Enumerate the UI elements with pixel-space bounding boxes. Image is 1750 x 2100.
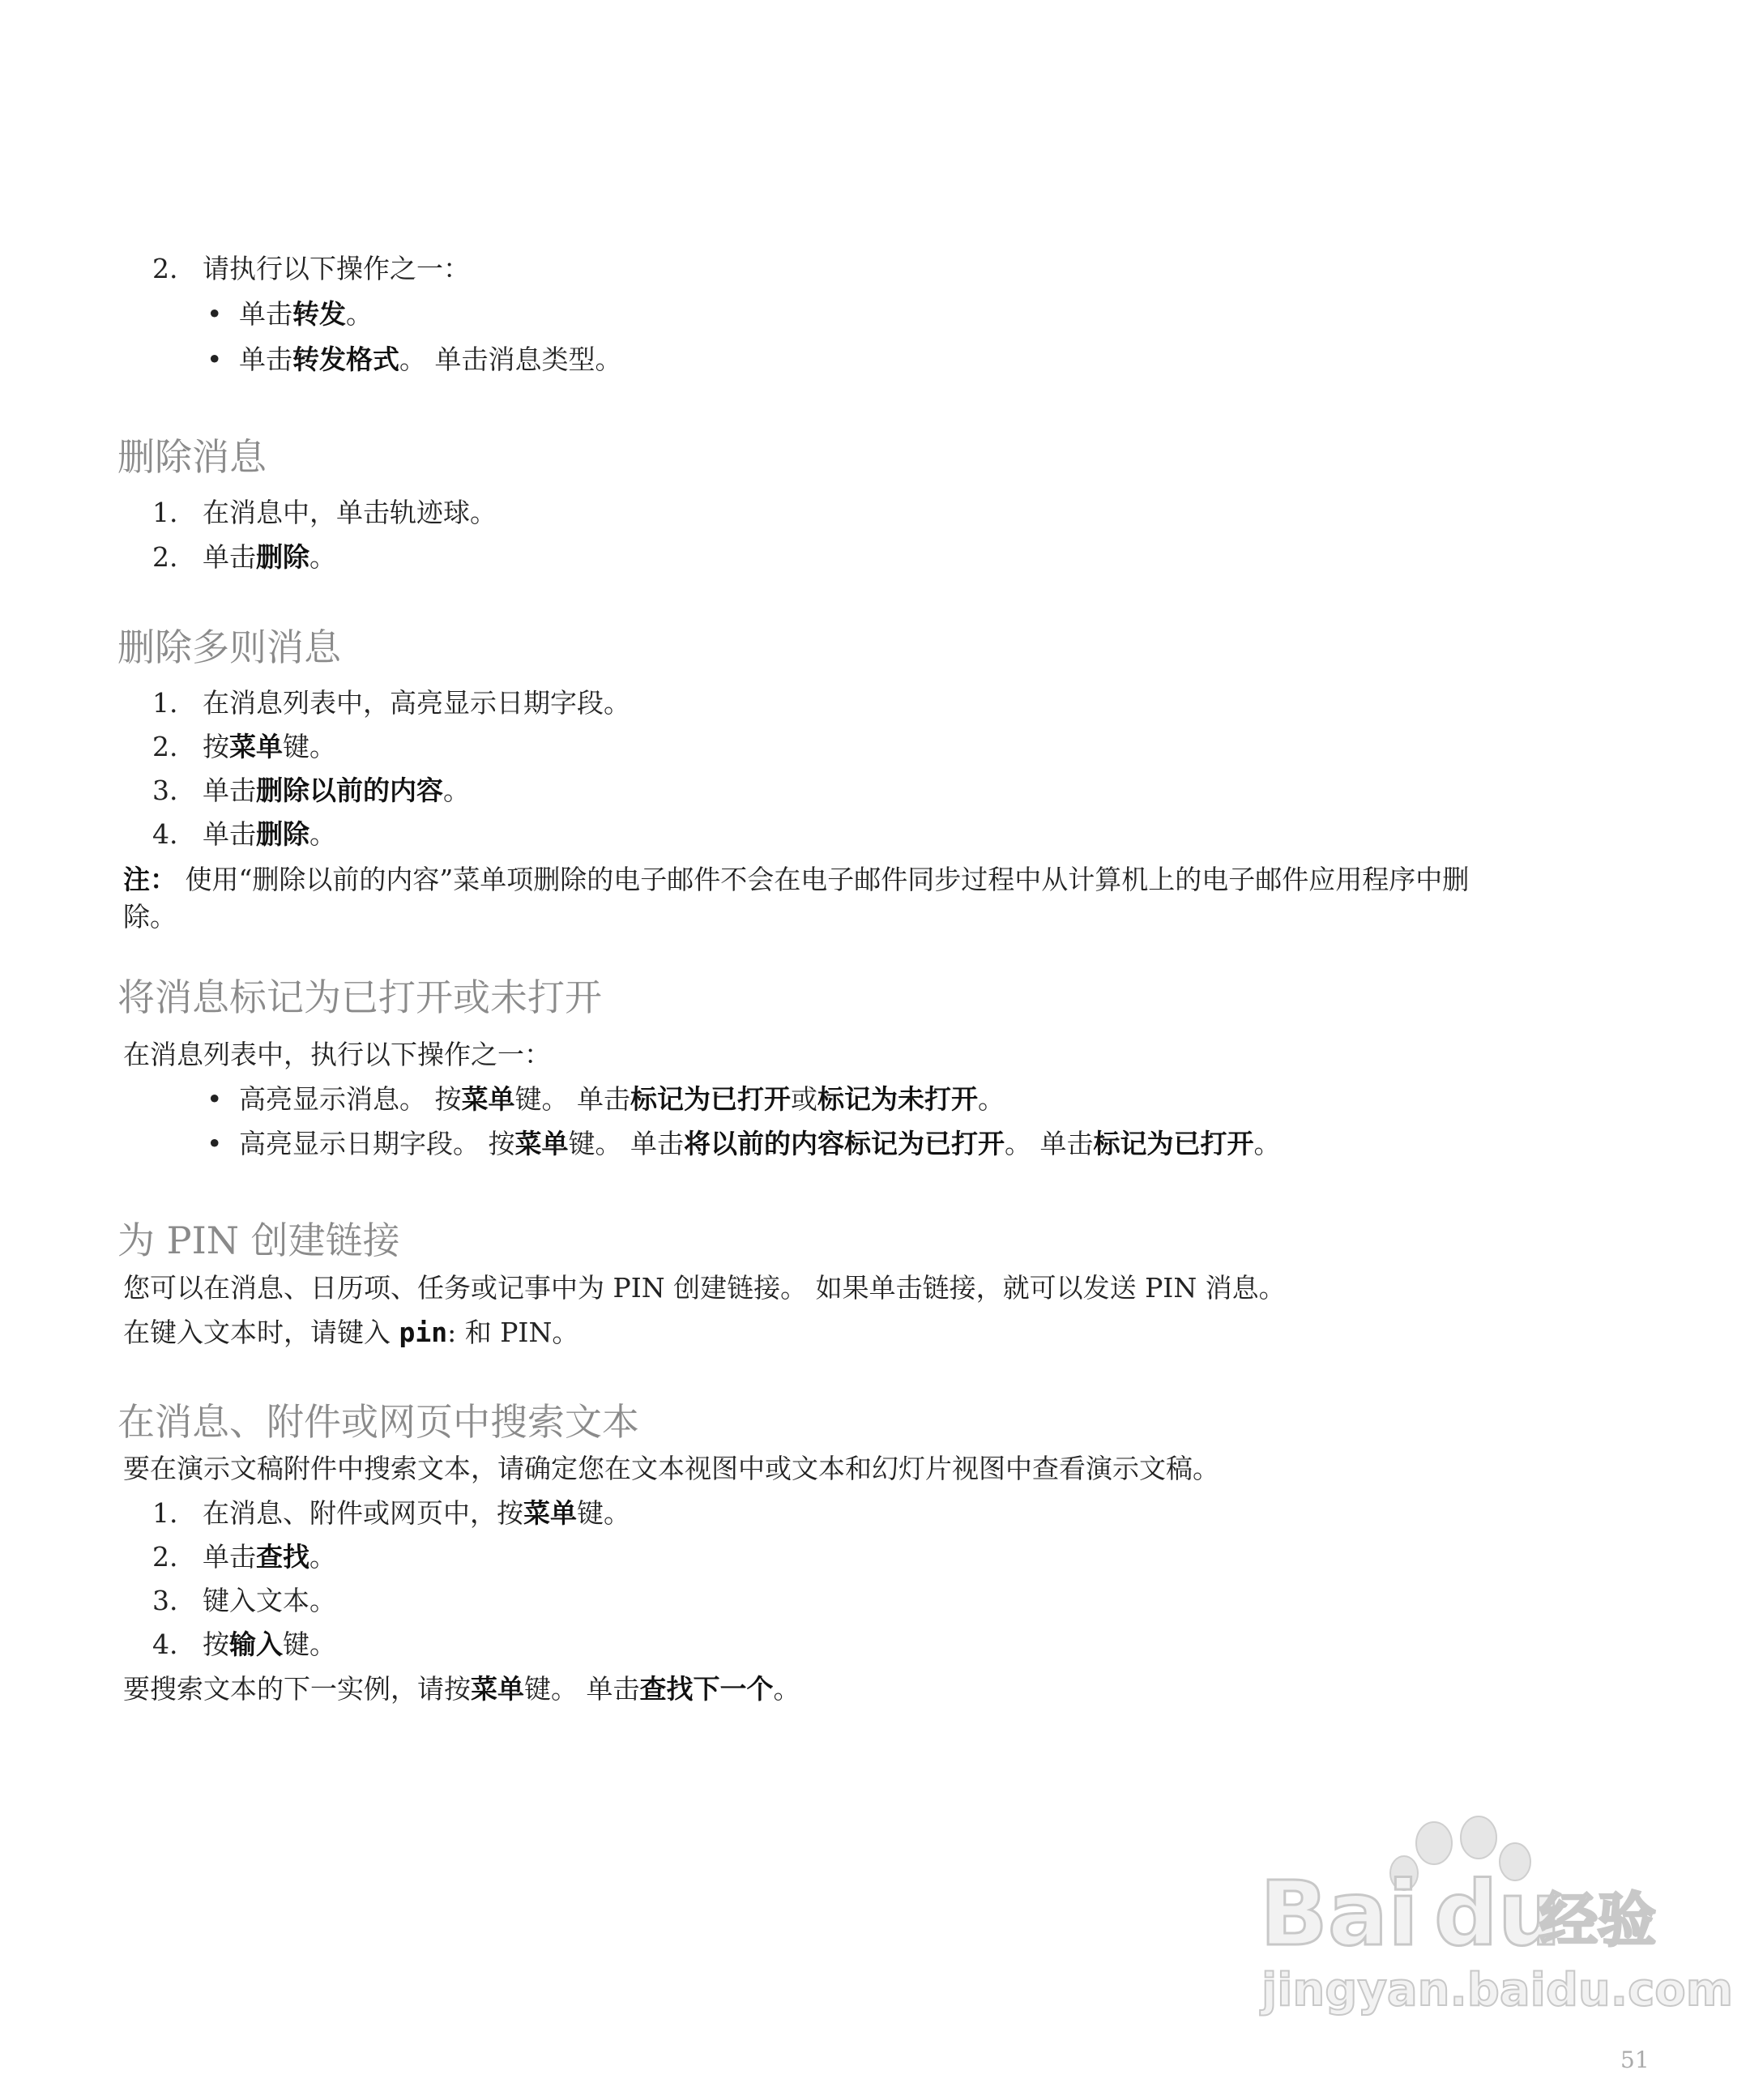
bullet-item: • 单击转发格式。 单击消息类型。 (207, 344, 622, 375)
section-heading-mark: 将消息标记为已打开或未打开 (117, 975, 602, 1019)
section-heading-search: 在消息、附件或网页中搜索文本 (117, 1400, 639, 1444)
bullet-icon: • (207, 1128, 223, 1159)
bullet-item: • 高亮显示日期字段。 按菜单键。 单击将以前的内容标记为已打开。 单击标记为已打开。 (207, 1128, 1281, 1159)
bullet-icon: • (207, 1083, 223, 1115)
list-item: 1. 在消息列表中，高亮显示日期字段。 (152, 687, 630, 719)
section-heading-delete-multiple: 删除多则消息 (117, 625, 341, 669)
watermark-cn: 经验 (1539, 1886, 1657, 1954)
watermark-brand: Bai (1260, 1862, 1419, 1966)
bullet-item: • 高亮显示消息。 按菜单键。 单击标记为已打开或标记为未打开。 (207, 1083, 1005, 1115)
list-item: 3. 键入文本。 (152, 1585, 336, 1616)
watermark-url: jingyan.baidu.com (1261, 1964, 1734, 2017)
list-item: 2. 单击查找。 (152, 1541, 336, 1573)
baidu-watermark (1244, 1807, 1734, 2025)
note-line-continued: 除。 (123, 901, 177, 933)
list-item: 4. 单击删除。 (152, 818, 336, 850)
list-item: 4. 按输入键。 (152, 1628, 336, 1660)
list-item: 2. 按菜单键。 (152, 731, 336, 762)
paragraph: 您可以在消息、日历项、任务或记事中为 PIN 创建链接。 如果单击链接，就可以发送 PIN 消息。 (123, 1272, 1286, 1304)
section-heading-pin: 为 PIN 创建链接 (117, 1219, 400, 1262)
list-item: 3. 单击删除以前的内容。 (152, 775, 470, 806)
section-heading-delete: 删除消息 (117, 435, 267, 479)
list-item: 2. 请执行以下操作之一： (152, 253, 470, 284)
bullet-icon: • (207, 344, 223, 375)
list-item: 1. 在消息中，单击轨迹球。 (152, 497, 497, 528)
note-line: 注： 使用“删除以前的内容”菜单项删除的电子邮件不会在电子邮件同步过程中从计算机上的电子邮件应用程序中删 (123, 864, 1470, 895)
paragraph: 要在演示文稿附件中搜索文本，请确定您在文本视图中或文本和幻灯片视图中查看演示文稿。 (123, 1453, 1219, 1484)
bullet-item: • 单击转发。 (207, 298, 373, 330)
list-item: 2. 单击删除。 (152, 541, 336, 573)
list-item: 1. 在消息、附件或网页中，按菜单键。 (152, 1497, 630, 1529)
paragraph: 在消息列表中，执行以下操作之一： (123, 1039, 551, 1070)
bullet-icon: • (207, 298, 223, 330)
note-label: 注： (123, 864, 177, 895)
watermark-brand-du: du (1434, 1862, 1562, 1966)
paragraph: 要搜索文本的下一实例，请按菜单键。 单击查找下一个。 (123, 1673, 800, 1705)
paragraph: 在键入文本时，请键入 pin: 和 PIN。 (123, 1317, 579, 1348)
page-number: 51 (1620, 2047, 1650, 2073)
